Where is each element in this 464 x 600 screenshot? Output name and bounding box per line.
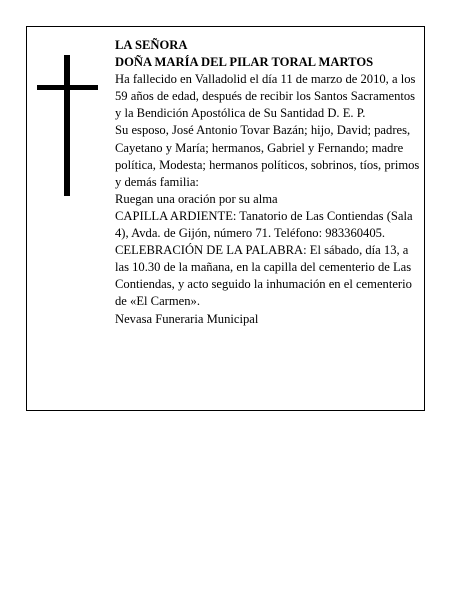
family-list: Su esposo, José Antonio Tovar Bazán; hijo, David; padres, Cayetano y María; hermanos, Gabriel y Fernando; madre política, Modesta; hermanos políticos, sobrinos, tíos, primos y demás familia: (115, 123, 420, 189)
funeral-home: Nevasa Funeraria Municipal (115, 311, 259, 326)
prayer-request: Ruegan una oración por su alma (115, 191, 278, 206)
deceased-name: DOÑA MARÍA DEL PILAR TORAL MARTOS (115, 55, 374, 70)
ceremony-info: CELEBRACIÓN DE LA PALABRA: El sábado, día 13, a las 10.30 de la mañana, en la capilla del cementerio de Las Contiendas, y acto seguido la inhumación en el cementerio de «El Carmen». (115, 243, 412, 309)
death-announcement: Ha fallecido en Valladolid el día 11 de marzo de 2010, a los 59 años de edad, después de recibir los Santos Sacramentos y la Bendición Apostólica de Su Santidad D. E. P. (115, 72, 416, 121)
notice-title: LA SEÑORA (115, 38, 188, 52)
chapel-info: CAPILLA ARDIENTE: Tanatorio de Las Contiendas (Sala 4), Avda. de Gijón, número 71. Teléfono: 983360405. (115, 208, 413, 241)
cross-vertical-bar (64, 55, 70, 196)
cross-horizontal-bar (37, 85, 98, 90)
obituary-text (115, 37, 421, 328)
